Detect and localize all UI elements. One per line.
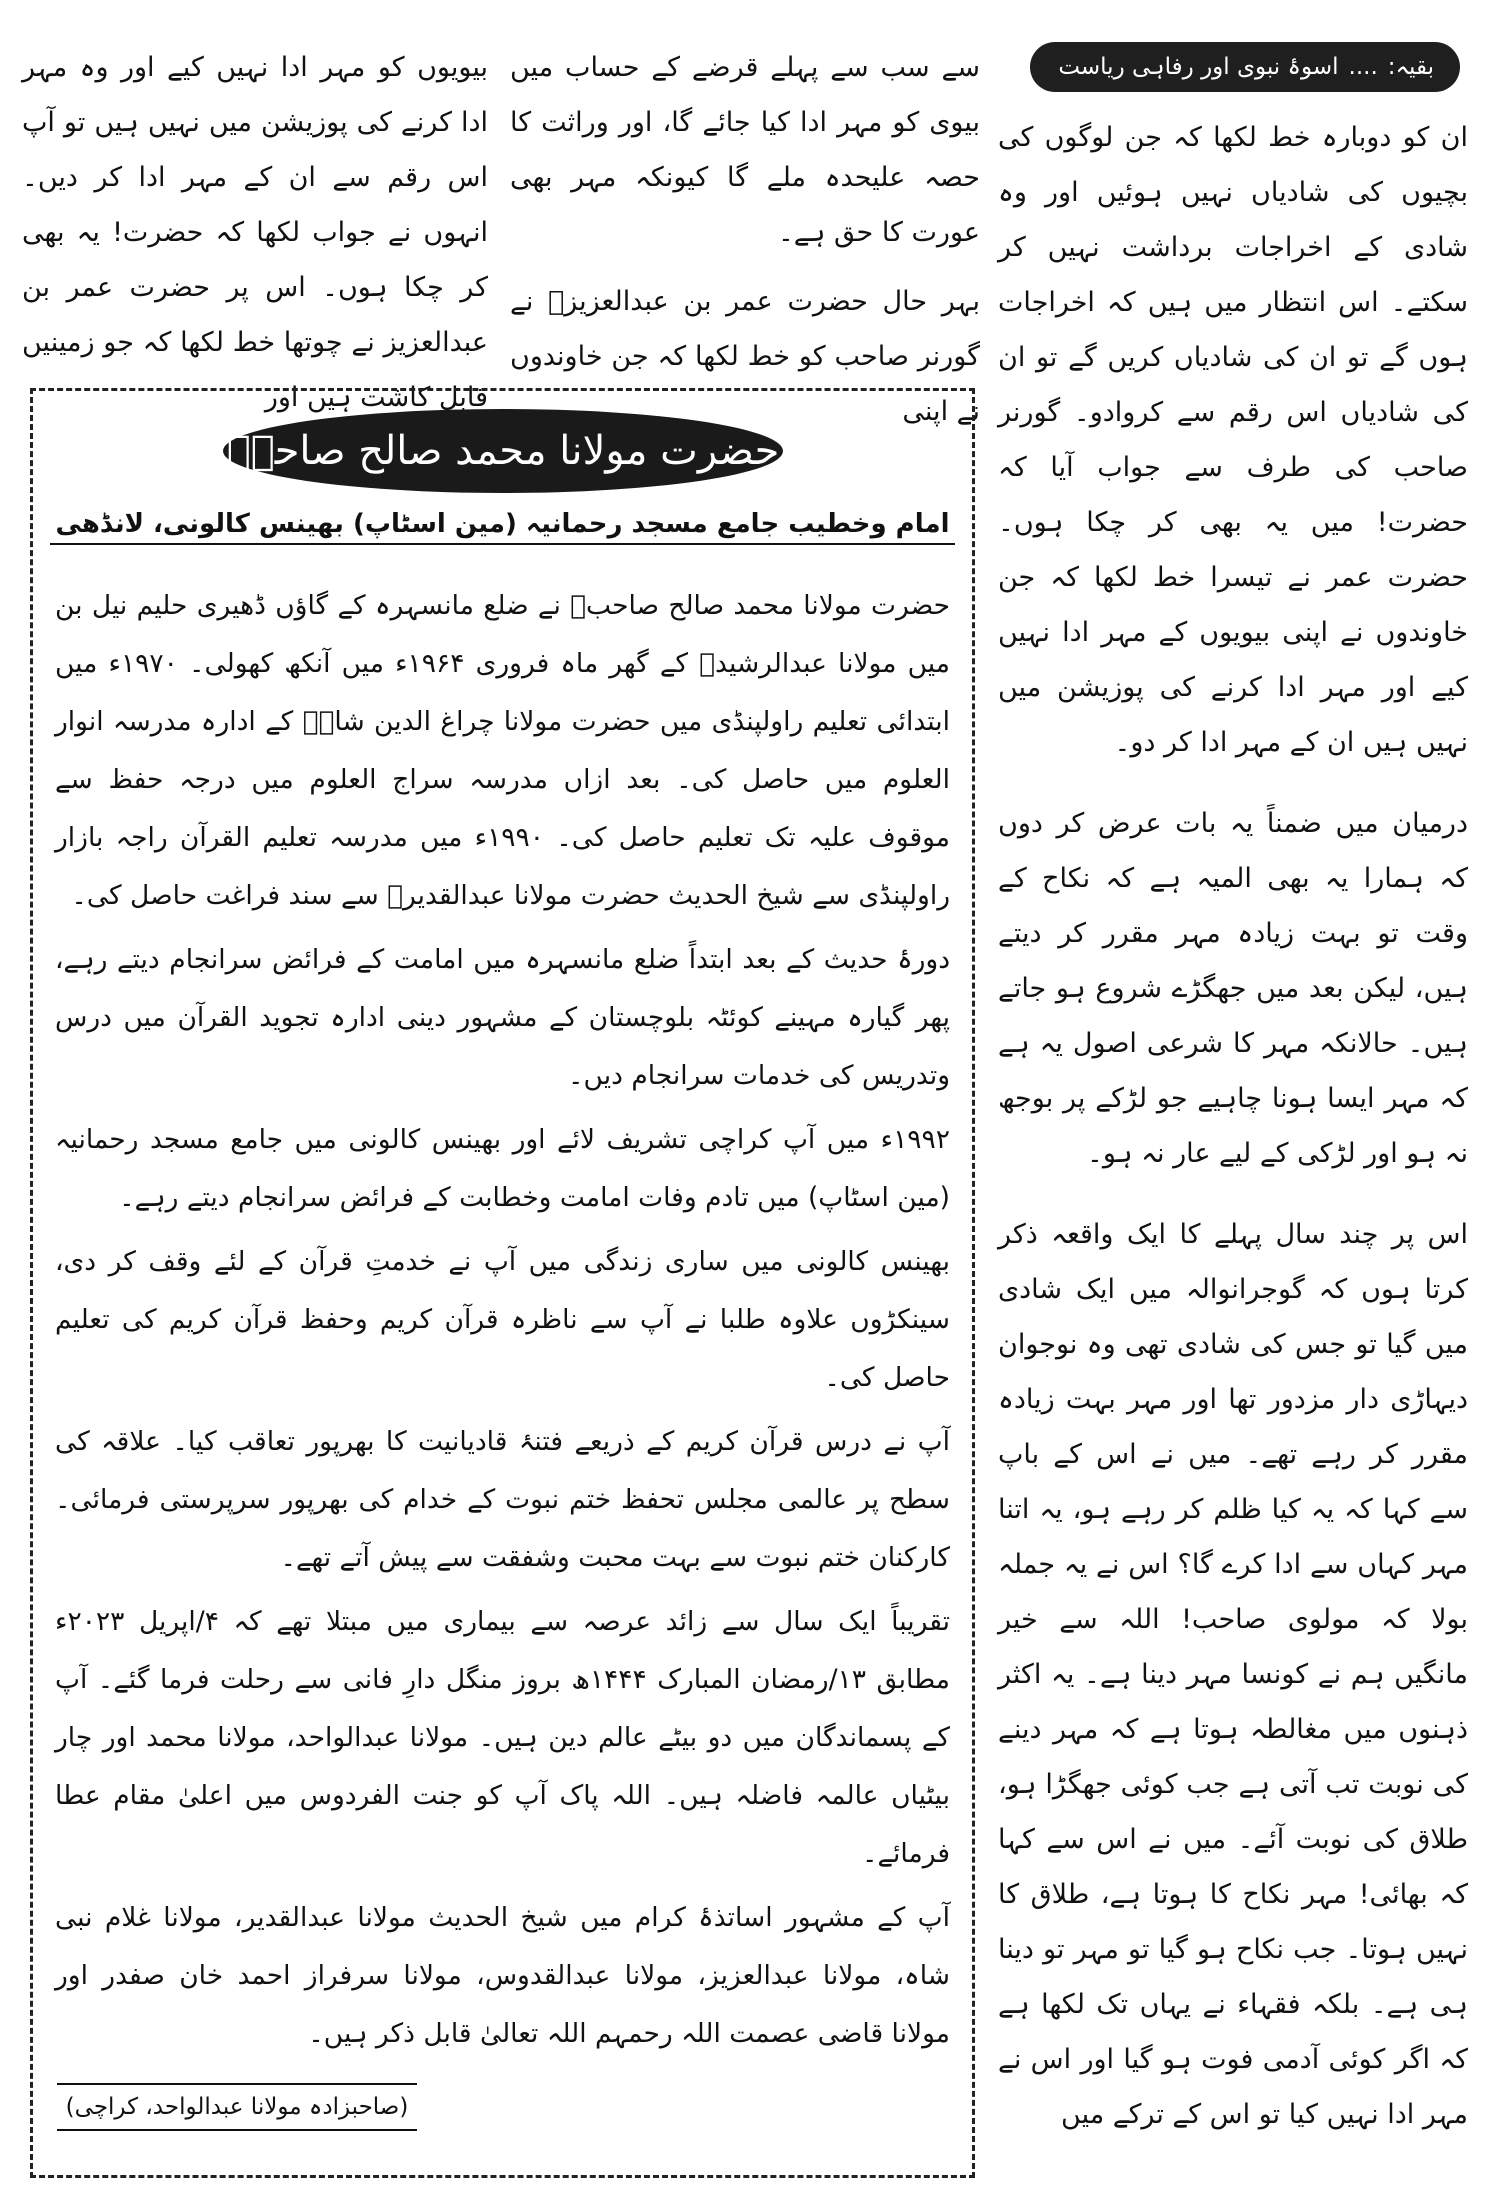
obituary-subtitle: [33, 509, 972, 539]
continued-label: بقیہ:: [1387, 54, 1434, 80]
paragraph: حضرت مولانا محمد صالح صاحبؒ نے ضلع مانسہرہ کے گاؤں ڈھیری حلیم نیل بن میں مولانا عبدالرشیدؒ کے گھر ماہ فروری ۱۹۶۴ء میں آنکھ کھولی۔ ۱۹۷۰ء میں ابتدائی تعلیم راولپنڈی میں حضرت مولانا چراغ الدین شاہؒ کے ادارہ مدرسہ انوار العلوم میں حاصل کی۔ بعد ازاں مدرسہ سراج العلوم میں درجہ حفظ سے موقوف علیہ تک تعلیم حاصل کی۔ ۱۹۹۰ء میں مدرسہ تعلیم القرآن راجہ بازار راولپنڈی سے شیخ الحدیث حضرت مولانا عبدالقدیرؒ سے سند فراغت حاصل کی۔: [55, 590, 951, 911]
paragraph: دورۂ حدیث کے بعد ابتداً ضلع مانسہرہ میں امامت کے فرائض سرانجام دیتے رہے، پھر گیارہ مہینے کوئٹہ بلوچستان کے مشہور دینی ادارہ تجوید القرآن میں درس وتدریس کی خدمات سرانجام دیں۔: [55, 944, 950, 1091]
continued-dots: ....: [1348, 54, 1378, 80]
article-column-middle: [510, 40, 980, 427]
paragraph: آپ کے مشہور اساتذۂ کرام میں شیخ الحدیث مولانا عبدالقدیر، مولانا غلام نبی شاہ، مولانا عبدالعزیز، مولانا عبدالقدوس، مولانا سرفراز احمد خان صفدر اور مولانا قاضی عصمت اللہ رحمہم اللہ تعالیٰ قابل ذکر ہیں۔: [55, 1902, 950, 2049]
continued-article-header: [1030, 42, 1460, 92]
paragraph: بیویوں کو مہر ادا نہیں کیے اور وہ مہر ادا کرنے کی پوزیشن میں نہیں ہیں تو آپ اس رقم سے ان کے مہر ادا کر دیں۔ انہوں نے جواب لکھا کہ حضرت! یہ بھی کر چکا ہوں۔ اس پر حضرت عمر بن عبدالعزیز نے چوتھا خط لکھا کہ جو زمینیں قابل کاشت ہیں اور: [22, 52, 488, 413]
paragraph: سے سب سے پہلے قرضے کے حساب میں بیوی کو مہر ادا کیا جائے گا، اور وراثت کا حصہ علیحدہ ملے گا کیونکہ مہر بھی عورت کا حق ہے۔: [510, 52, 980, 248]
obituary-credit: (صاحبزادہ مولانا عبدالواحد، کراچی): [57, 2083, 417, 2131]
paragraph: بہر حال حضرت عمر بن عبدالعزیزؒ نے گورنر صاحب کو خط لکھا کہ جن خاوندوں نے اپنی: [510, 286, 980, 427]
obituary-body: [55, 577, 950, 2069]
obituary-title: حضرت مولانا محمد صالح صاحبؒ: [223, 409, 783, 493]
continued-article-column: [998, 30, 1478, 2180]
paragraph: ان کو دوبارہ خط لکھا کہ جن لوگوں کی بچیوں کی شادیاں نہیں ہوئیں اور وہ شادی کے اخراجات برداشت نہیں کر سکتے۔ اس انتظار میں ہیں کہ اخراجات ہوں گے تو ان کی شادیاں کریں گے تو ان کی شادیاں اس رقم سے کروادو۔ گورنر صاحب کی طرف سے جواب آیا کہ حضرت! میں یہ بھی کر چکا ہوں۔ حضرت عمر نے تیسرا خط لکھا کہ جن خاوندوں نے اپنی بیویوں کے مہر ادا نہیں کیے اور مہر ادا کرنے کی پوزیشن میں نہیں ہیں ان کے مہر ادا کر دو۔: [998, 122, 1468, 758]
continued-article-title: اسوۂ نبوی اور رفاہی ریاست: [1058, 54, 1339, 80]
continued-article-body: [998, 110, 1468, 2168]
obituary-subtitle-text: امام وخطیب جامع مسجد رحمانیہ (مین اسٹاپ) بھینس کالونی، لانڈھی: [50, 509, 956, 545]
paragraph: آپ نے درس قرآن کریم کے ذریعے فتنۂ قادیانیت کا بھرپور تعاقب کیا۔ علاقہ کی سطح پر عالمی مجلس تحفظ ختم نبوت کے خدام کی بھرپور سرپرستی فرمائی۔ کارکنان ختم نبوت سے بہت محبت وشفقت سے پیش آتے تھے۔: [55, 1426, 950, 1573]
paragraph: ۱۹۹۲ء میں آپ کراچی تشریف لائے اور بھینس کالونی میں جامع مسجد رحمانیہ (مین اسٹاپ) میں تادم وفات امامت وخطابت کے فرائض سرانجام دیتے رہے۔: [55, 1124, 950, 1213]
paragraph: بھینس کالونی میں ساری زندگی میں آپ نے خدمتِ قرآن کے لئے وقف کر دی، سینکڑوں علاوہ طلبا نے آپ سے ناظرہ قرآن کریم وحفظ قرآن کریم کی تعلیم حاصل کی۔: [55, 1246, 950, 1393]
paragraph: تقریباً ایک سال سے زائد عرصہ سے بیماری میں مبتلا تھے کہ ۴/اپریل ۲۰۲۳ء مطابق ۱۳/رمضان المبارک ۱۴۴۴ھ بروز منگل دارِ فانی سے رحلت فرما گئے۔ آپ کے پسماندگان میں دو بیٹے عالم دین ہیں۔ مولانا عبدالواحد، مولانا محمد اور چار بیٹیاں عالمہ فاضلہ ہیں۔ اللہ پاک آپ کو جنت الفردوس میں اعلیٰ مقام عطا فرمائے۔: [55, 1606, 950, 1869]
paragraph: اس پر چند سال پہلے کا ایک واقعہ ذکر کرتا ہوں کہ گوجرانوالہ میں ایک شادی میں گیا تو جس کی شادی تھی وہ نوجوان دیہاڑی دار مزدور تھا اور مہر بہت زیادہ مقرر کر رہے تھے۔ میں نے اس کے باپ سے کہا کہ یہ کیا ظلم کر رہے ہو، یہ اتنا مہر کہاں سے ادا کرے گا؟ اس نے یہ جملہ بولا کہ مولوی صاحب! اللہ سے خیر مانگیں ہم نے کونسا مہر دینا ہے۔ یہ اکثر ذہنوں میں مغالطہ ہوتا ہے کہ مہر دینے کی نوبت تب آتی ہے جب کوئی جھگڑا ہو، طلاق کی نوبت آئے۔ میں نے اس سے کہا کہ بھائی! مہر نکاح کا ہوتا ہے، طلاق کا نہیں ہوتا۔ جب نکاح ہو گیا تو مہر تو دینا ہی ہے۔ بلکہ فقہاء نے یہاں تک لکھا ہے کہ اگر کوئی آدمی فوت ہو گیا اور اس نے مہر ادا نہیں کیا تو اس کے ترکے میں: [998, 1219, 1468, 2130]
obituary-box: [30, 388, 975, 2178]
paragraph: درمیان میں ضمناً یہ بات عرض کر دوں کہ ہمارا یہ بھی المیہ ہے کہ نکاح کے وقت تو بہت زیادہ مہر مقرر کر دیتے ہیں، لیکن بعد میں جھگڑے شروع ہو جاتے ہیں۔ حالانکہ مہر کا شرعی اصول یہ ہے کہ مہر ایسا ہونا چاہیے جو لڑکے پر بوجھ نہ ہو اور لڑکی کے لیے عار نہ ہو۔: [998, 808, 1468, 1169]
article-column-left: [22, 40, 488, 413]
